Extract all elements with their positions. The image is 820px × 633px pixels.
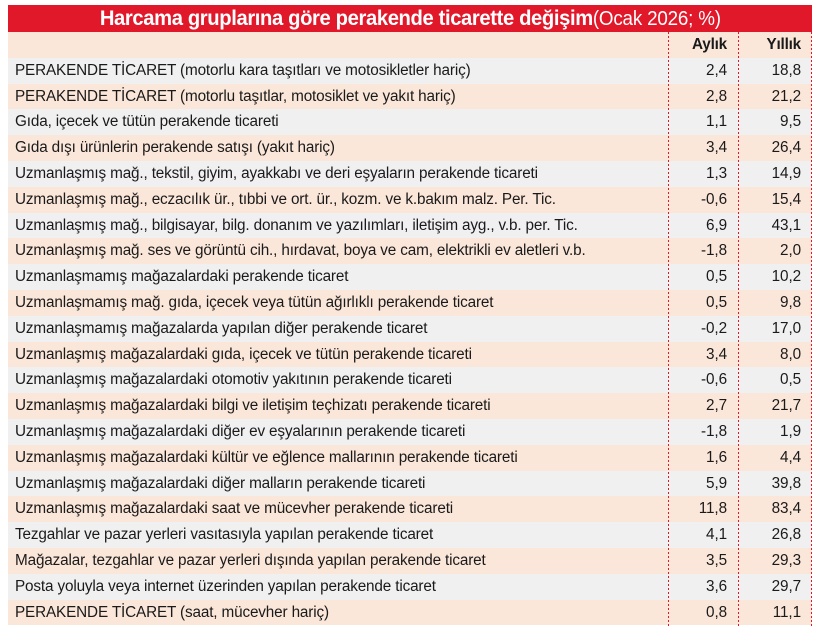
row-label: Uzmanlaşmamış mağazalarda yapılan diğer perakende ticaret xyxy=(8,316,668,342)
row-label: Uzmanlaşmış mağazalardaki kültür ve eğlence mallarının perakende ticareti xyxy=(8,445,668,471)
title-sub-text: (Ocak 2026; %) xyxy=(592,7,721,30)
table-row xyxy=(8,109,812,135)
row-label: Uzmanlaşmış mağazalardaki diğer ev eşyalarının perakende ticareti xyxy=(8,419,668,445)
table-row xyxy=(8,367,812,393)
row-value-yearly: 17,0 xyxy=(738,316,812,342)
row-value-yearly: 18,8 xyxy=(738,58,812,84)
row-value-monthly: 2,7 xyxy=(668,393,738,419)
row-value-yearly: 83,4 xyxy=(738,496,812,522)
row-label: Uzmanlaşmış mağazalardaki otomotiv yakıtının perakende ticareti xyxy=(8,367,668,393)
row-label: PERAKENDE TİCARET (saat, mücevher hariç) xyxy=(8,600,668,626)
row-value-monthly: 2,8 xyxy=(668,84,738,110)
row-label: Uzmanlaşmış mağ. ses ve görüntü cih., hırdavat, boya ve cam, elektrikli ev aletleri v.b. xyxy=(8,238,668,264)
retail-trade-table xyxy=(8,32,812,625)
column-header-monthly: Aylık xyxy=(668,32,738,58)
row-value-monthly: -1,8 xyxy=(668,238,738,264)
table-body xyxy=(8,58,812,626)
row-value-yearly: 26,4 xyxy=(738,135,812,161)
table-row xyxy=(8,213,812,239)
row-value-yearly: 14,9 xyxy=(738,161,812,187)
row-label: Uzmanlaşmamış mağ. gıda, içecek veya tütün ağırlıklı perakende ticaret xyxy=(8,290,668,316)
row-value-yearly: 29,3 xyxy=(738,548,812,574)
table-header-row xyxy=(8,32,812,58)
row-value-yearly: 8,0 xyxy=(738,342,812,368)
row-label: Gıda dışı ürünlerin perakende satışı (yakıt hariç) xyxy=(8,135,668,161)
row-value-yearly: 0,5 xyxy=(738,367,812,393)
row-value-monthly: -0,6 xyxy=(668,367,738,393)
row-value-monthly: 0,5 xyxy=(668,290,738,316)
table-header xyxy=(8,32,812,58)
row-label: Uzmanlaşmış mağ., bilgisayar, bilg. donanım ve yazılımları, iletişim ayg., v.b. per. Tic. xyxy=(8,213,668,239)
table-row xyxy=(8,84,812,110)
table-row xyxy=(8,548,812,574)
row-label: Uzmanlaşmamış mağazalardaki perakende ticaret xyxy=(8,264,668,290)
table-row xyxy=(8,445,812,471)
data-table-container xyxy=(8,32,812,628)
row-value-monthly: 1,1 xyxy=(668,109,738,135)
row-value-yearly: 11,1 xyxy=(738,600,812,626)
table-row xyxy=(8,161,812,187)
row-value-monthly: 11,8 xyxy=(668,496,738,522)
table-row xyxy=(8,187,812,213)
table-row xyxy=(8,316,812,342)
title-main-text: Harcama gruplarına göre perakende ticarette değişim xyxy=(99,5,593,30)
row-value-monthly: 0,5 xyxy=(668,264,738,290)
row-value-monthly: 3,4 xyxy=(668,342,738,368)
row-value-yearly: 9,8 xyxy=(738,290,812,316)
row-value-yearly: 1,9 xyxy=(738,419,812,445)
row-value-monthly: -1,8 xyxy=(668,419,738,445)
row-label: Gıda, içecek ve tütün perakende ticareti xyxy=(8,109,668,135)
row-value-yearly: 29,7 xyxy=(738,574,812,600)
table-row xyxy=(8,58,812,84)
row-label: Uzmanlaşmış mağ., tekstil, giyim, ayakkabı ve deri eşyaların perakende ticareti xyxy=(8,161,668,187)
row-value-yearly: 10,2 xyxy=(738,264,812,290)
row-label: Uzmanlaşmış mağazalardaki gıda, içecek ve tütün perakende ticareti xyxy=(8,342,668,368)
column-header-label xyxy=(8,32,668,58)
table-row xyxy=(8,238,812,264)
row-label: Uzmanlaşmış mağazalardaki bilgi ve iletişim teçhizatı perakende ticareti xyxy=(8,393,668,419)
row-value-monthly: 3,4 xyxy=(668,135,738,161)
row-value-yearly: 2,0 xyxy=(738,238,812,264)
table-row xyxy=(8,496,812,522)
row-label: Uzmanlaşmış mağazalardaki saat ve mücevher perakende ticareti xyxy=(8,496,668,522)
table-row xyxy=(8,419,812,445)
row-value-monthly: 4,1 xyxy=(668,522,738,548)
row-value-yearly: 4,4 xyxy=(738,445,812,471)
row-value-yearly: 15,4 xyxy=(738,187,812,213)
table-row xyxy=(8,600,812,626)
row-value-yearly: 26,8 xyxy=(738,522,812,548)
row-value-yearly: 39,8 xyxy=(738,471,812,497)
row-value-monthly: 3,5 xyxy=(668,548,738,574)
row-label: PERAKENDE TİCARET (motorlu taşıtlar, motosiklet ve yakıt hariç) xyxy=(8,84,668,110)
row-value-monthly: 6,9 xyxy=(668,213,738,239)
row-value-monthly: 0,8 xyxy=(668,600,738,626)
row-label: Tezgahlar ve pazar yerleri vasıtasıyla yapılan perakende ticaret xyxy=(8,522,668,548)
table-row xyxy=(8,290,812,316)
table-row xyxy=(8,574,812,600)
row-value-monthly: 1,6 xyxy=(668,445,738,471)
row-value-monthly: 5,9 xyxy=(668,471,738,497)
column-header-yearly: Yıllık xyxy=(738,32,812,58)
row-label: Uzmanlaşmış mağ., eczacılık ür., tıbbi ve ort. ür., kozm. ve k.bakım malz. Per. Tic. xyxy=(8,187,668,213)
row-value-yearly: 43,1 xyxy=(738,213,812,239)
table-row xyxy=(8,135,812,161)
row-label: Uzmanlaşmış mağazalardaki diğer malların perakende ticareti xyxy=(8,471,668,497)
row-value-yearly: 21,7 xyxy=(738,393,812,419)
row-value-yearly: 21,2 xyxy=(738,84,812,110)
table-row xyxy=(8,393,812,419)
row-value-monthly: 1,3 xyxy=(668,161,738,187)
page-title xyxy=(99,5,720,32)
title-banner xyxy=(8,5,812,32)
row-label: PERAKENDE TİCARET (motorlu kara taşıtları ve motosikletler hariç) xyxy=(8,58,668,84)
row-value-monthly: 2,4 xyxy=(668,58,738,84)
row-value-yearly: 9,5 xyxy=(738,109,812,135)
table-row xyxy=(8,522,812,548)
row-value-monthly: 3,6 xyxy=(668,574,738,600)
row-label: Posta yoluyla veya internet üzerinden yapılan perakende ticaret xyxy=(8,574,668,600)
row-value-monthly: -0,6 xyxy=(668,187,738,213)
table-row xyxy=(8,264,812,290)
table-row xyxy=(8,471,812,497)
table-row xyxy=(8,342,812,368)
row-label: Mağazalar, tezgahlar ve pazar yerleri dışında yapılan perakende ticaret xyxy=(8,548,668,574)
row-value-monthly: -0,2 xyxy=(668,316,738,342)
